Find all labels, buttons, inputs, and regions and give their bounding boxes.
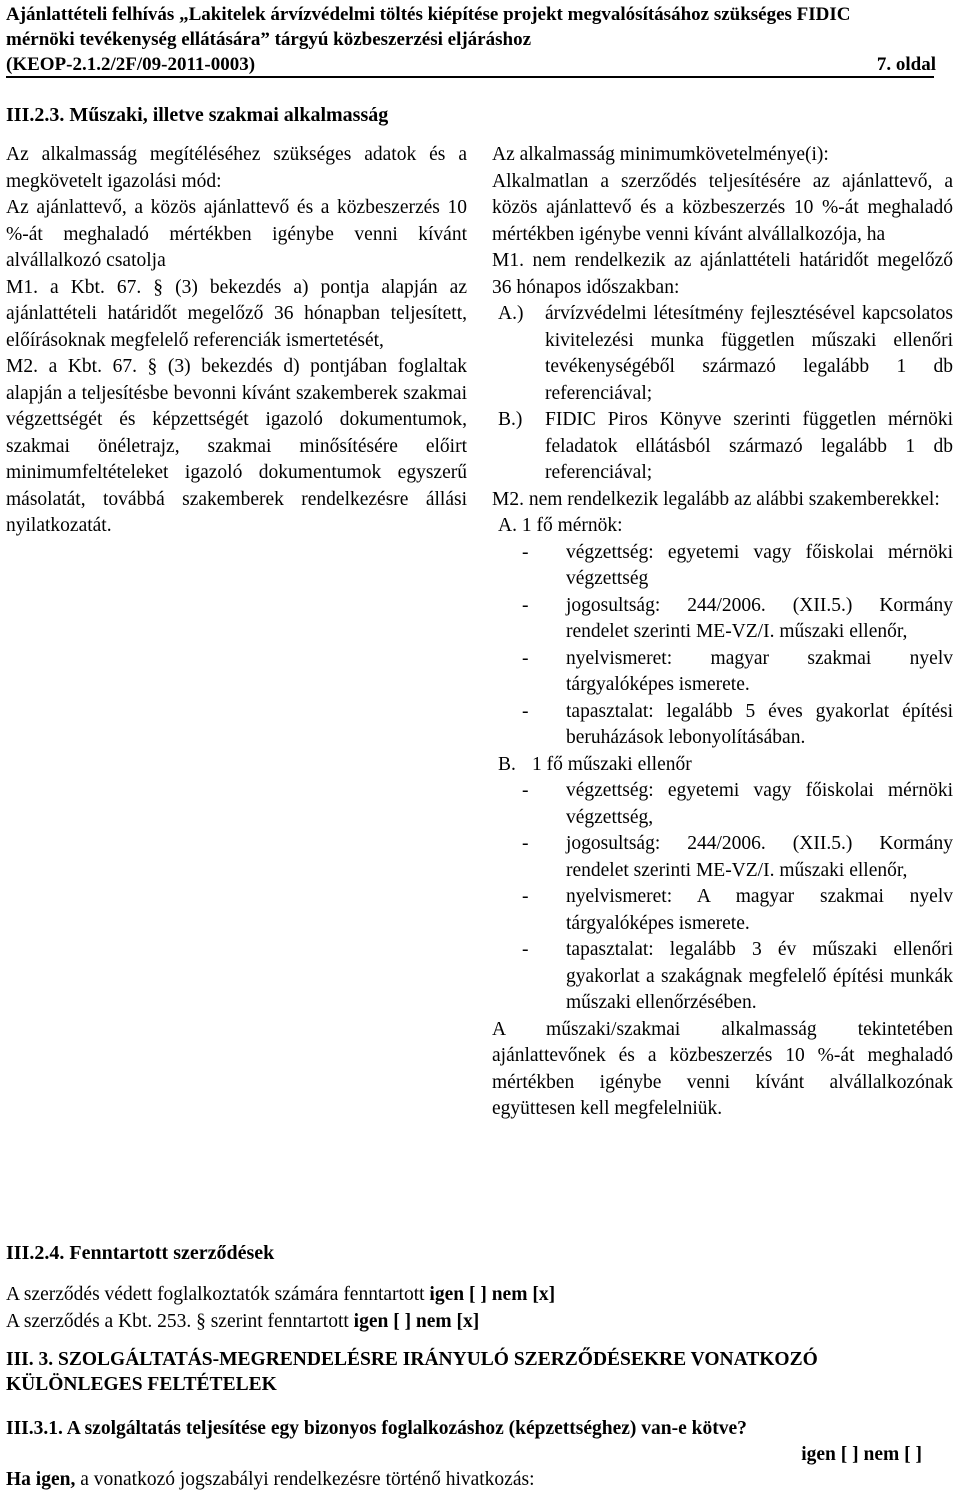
group-b-item-text: jogosultság: 244/2006. (XII.5.) Kormány rendelet szerinti ME-VZ/I. műszaki ellenőr,: [566, 833, 953, 881]
left-intro: Az alkalmasság megítéléséhez szükséges adatok és a megkövetelt igazolási mód:: [6, 144, 467, 192]
right-heading: Az alkalmasság minimumkövetelménye(i):: [492, 144, 829, 165]
occupation-choice: igen [ ] nem [ ]: [801, 1444, 922, 1465]
group-b-title: 1 fő műszaki ellenőr: [532, 753, 692, 775]
section-title-iii-3-1: III.3.1. A szolgáltatás teljesítése egy bizonyos foglalkozáshoz (képzettséghez) van-e kötve?: [6, 1418, 747, 1439]
if-yes-bold: Ha igen,: [6, 1469, 76, 1490]
group-b-item: - jogosultság: 244/2006. (XII.5.) Kormány rendelet szerinti ME-VZ/I. műszaki ellenőr,: [492, 831, 953, 884]
item-b-label: B.): [498, 409, 523, 430]
group-a-item: - jogosultság: 244/2006. (XII.5.) Kormány rendelet szerinti ME-VZ/I. műszaki ellenőr,: [492, 593, 953, 646]
group-a-item-text: tapasztalat: legalább 5 éves gyakorlat építési beruházások lebonyolításában.: [566, 700, 953, 748]
group-b-item-text: végzettség: egyetemi vagy főiskolai mérnöki végzettség,: [566, 780, 953, 828]
group-a-title: A. 1 fő mérnök:: [498, 515, 623, 536]
right-column: [492, 142, 953, 1123]
reserved-contracts-block: [6, 1282, 936, 1335]
group-b-item: - tapasztalat: legalább 3 év műszaki ellenőri gyakorlat a szakágnak megfelelő építési munkák műszaki ellenőrzésében.: [492, 937, 953, 1017]
right-m2: M2. nem rendelkezik legalább az alábbi szakemberekkel:: [492, 488, 940, 510]
document-header: [6, 2, 936, 77]
section-title-iii-3: III. 3. SZOLGÁLTATÁS-MEGRENDELÉSRE IRÁNYULÓ SZERZŐDÉSEKRE VONATKOZÓ KÜLÖNLEGES FELTÉTELEK: [6, 1349, 818, 1395]
group-b-item-text: tapasztalat: legalább 3 év műszaki ellenőri gyakorlat a szakágnak megfelelő építési munkák műszaki ellenőrzésében.: [566, 939, 953, 1013]
header-project-code: (KEOP-2.1.2/2F/09-2011-0003): [6, 54, 256, 75]
header-title-line-2: mérnöki tevékenység ellátására” tárgyú közbeszerzési eljáráshoz: [6, 29, 532, 50]
group-b-item-text: nyelvismeret: A magyar szakmai nyelv tárgyalóképes ismerete.: [566, 886, 953, 934]
left-para-applicants: Az ajánlattevő, a közös ajánlattevő és a közbeszerzés 10 %-át meghaladó mértékben igénybe venni kívánt alvállalkozó csatolja: [6, 197, 467, 271]
if-yes-text: a vonatkozó jogszabályi rendelkezésre történő hivatkozás:: [75, 1469, 535, 1490]
reserved-line-2-choice: igen [ ] nem [x]: [353, 1310, 480, 1332]
left-column: [6, 142, 467, 540]
item-a-label: A.): [498, 303, 524, 324]
group-a-item-text: nyelvismeret: magyar szakmai nyelv tárgyalóképes ismerete.: [566, 647, 953, 695]
right-m1: M1. nem rendelkezik az ajánlattételi határidőt megelőző 36 hónapos időszakban:: [492, 250, 953, 298]
header-title-line-1: Ajánlattételi felhívás „Lakitelek árvízvédelmi töltés kiépítése projekt megvalósításához szükséges FIDIC: [6, 4, 851, 25]
right-item-a: [492, 301, 953, 407]
left-m1: M1. a Kbt. 67. § (3) bekezdés a) pontja alapján az ajánlattételi határidőt megelőző 36 hónapban teljesített, előírásoknak megfelelő referenciák ismertetését,: [6, 276, 467, 351]
group-a-item: - végzettség: egyetemi vagy főiskolai mérnöki végzettség: [492, 540, 953, 593]
group-b-title-row: [492, 752, 953, 779]
reserved-line-2-text: A szerződés a Kbt. 253. § szerint fenntartott: [6, 1310, 354, 1332]
reserved-line-1-choice: igen [ ] nem [x]: [429, 1284, 556, 1305]
right-intro: Alkalmatlan a szerződés teljesítésére az ajánlattevő, a közös ajánlattevő és a közbeszerzés 10 %-át meghaladó mértékben igénybe venni kívánt alvállalkozója, ha: [492, 170, 953, 245]
group-a-item-text: végzettség: egyetemi vagy főiskolai mérnöki végzettség: [566, 541, 953, 589]
item-a-text: árvízvédelmi létesítmény fejlesztésével kapcsolatos kivitelezési munka független műszaki ellenőri tevékenységéből származó legalább 1 db referenciával;: [545, 303, 953, 404]
if-yes-line: [6, 1467, 936, 1494]
page-number: 7. oldal: [876, 54, 936, 75]
reserved-line-1: [6, 1282, 936, 1309]
group-a-item: - nyelvismeret: magyar szakmai nyelv tárgyalóképes ismerete.: [492, 646, 953, 699]
group-a-item-text: jogosultság: 244/2006. (XII.5.) Kormány rendelet szerinti ME-VZ/I. műszaki ellenőr,: [566, 594, 953, 642]
section-title-iii-2-4: III.2.4. Fenntartott szerződések: [6, 1242, 275, 1264]
group-b-item: - végzettség: egyetemi vagy főiskolai mérnöki végzettség,: [492, 778, 953, 831]
header-divider: [6, 76, 934, 78]
section-title-iii-2-3: III.2.3. Műszaki, illetve szakmai alkalmasság: [6, 104, 389, 126]
reserved-line-2: [6, 1309, 936, 1336]
left-m2: M2. a Kbt. 67. § (3) bekezdés d) pontjában foglaltak alapján a teljesítésbe bevonni kívánt szakemberek szakmai végzettségét és képzettségét igazoló dokumentumok, szakmai önéletrajz, szakmai minősítésére előirt minimumfeltételeket igazoló dokumentumok egyszerű másolatát, továbbá szakemberek rendelkezésre állási nyilatkozatát.: [6, 356, 467, 536]
group-a-item: - tapasztalat: legalább 5 éves gyakorlat építési beruházások lebonyolításában.: [492, 699, 953, 752]
reserved-line-1-text: A szerződés védett foglalkoztatók számára fenntartott: [6, 1284, 430, 1305]
group-b-label: B.: [498, 753, 516, 775]
right-closing: A műszaki/szakmai alkalmasság tekintetében ajánlattevőnek és a közbeszerzés 10 %-át meghaladó mértékben igénybe venni kívánt alvállalkozónak együttesen kell megfelelniük.: [492, 1018, 953, 1119]
item-b-text: FIDIC Piros Könyve szerinti független mérnöki feladatok ellátásból származó legalább 1 db referenciával;: [545, 409, 953, 483]
right-item-b: [492, 407, 953, 487]
group-b-item: - nyelvismeret: A magyar szakmai nyelv tárgyalóképes ismerete.: [492, 884, 953, 937]
